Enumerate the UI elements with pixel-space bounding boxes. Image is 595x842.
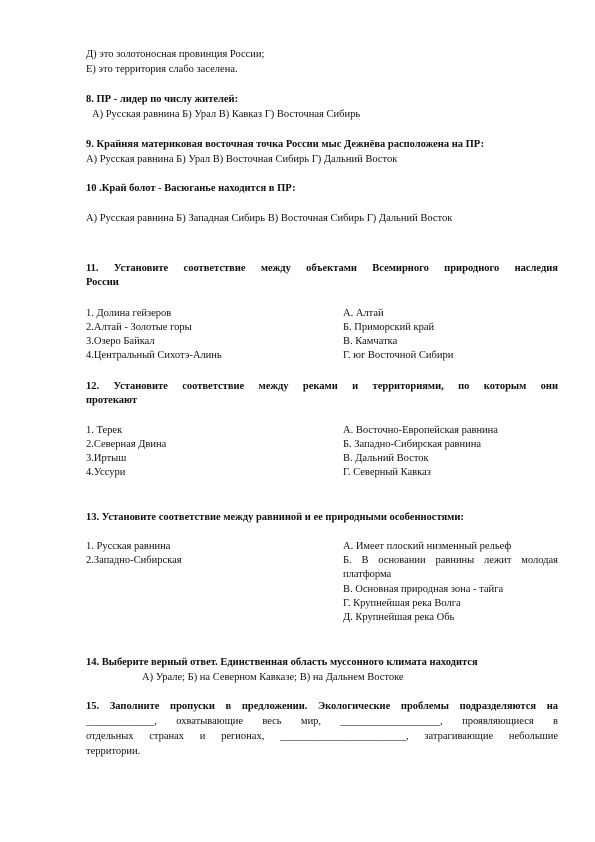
q12-right-item: В. Дальний Восток: [343, 453, 429, 464]
question-13-title: 13. Установите соответствие между равниной и ее природными особенностями:: [86, 512, 464, 523]
question-14-options: А) Урале; Б) на Северном Кавказе; В) на Дальнем Востоке: [142, 672, 404, 683]
q11-right-item: Б. Приморский край: [343, 322, 435, 333]
q12-right-item: Г. Северный Кавказ: [343, 467, 431, 478]
question-15-text: 15. Заполните пропуски в предложении. Экологические проблемы подразделяются на: [86, 701, 558, 712]
q12-left-item: 4.Уссури: [86, 467, 126, 478]
q13-right-item: А. Имеет плоский низменный рельеф: [343, 541, 512, 552]
q11-right-item: А. Алтай: [343, 308, 384, 319]
q11-left-item: 1. Долина гейзеров: [86, 308, 172, 319]
question-11-title-line2: России: [86, 277, 119, 288]
answer-option-d: Д) это золотоносная провинция России;: [86, 49, 265, 60]
q12-right-item: А. Восточно-Европейская равнина: [343, 425, 498, 436]
q12-right-item: Б. Западно-Сибирская равнина: [343, 439, 481, 450]
question-15-line3: отдельных странах и регионах, ________________________, затрагивающие небольшие: [86, 731, 558, 742]
question-9-title: 9. Крайняя материковая восточная точка России мыс Дежнёва расположена на ПР:: [86, 139, 485, 150]
q13-right-item: Г. Крупнейшая река Волга: [343, 598, 461, 609]
q13-left-item: 1. Русская равнина: [86, 541, 171, 552]
question-15-line2: _____________, охватывающие весь мир, ___________________, проявляющиеся в: [86, 716, 558, 727]
q11-left-item: 3.Озеро Байкал: [86, 336, 155, 347]
q11-left-item: 4.Центральный Сихотэ-Алинь: [86, 350, 222, 361]
q13-right-item: В. Основная природная зона - тайга: [343, 584, 504, 595]
answer-option-e: Е) это территория слабо заселена.: [86, 64, 238, 75]
question-14-title: 14. Выберите верный ответ. Единственная область муссонного климата находится: [86, 657, 478, 668]
question-10-title: 10 .Край болот - Васюганье находится в ПР:: [86, 183, 296, 194]
q11-right-item: Г. юг Восточной Сибири: [343, 350, 454, 361]
q11-right-item: В. Камчатка: [343, 336, 398, 347]
question-9-options: А) Русская равнина Б) Урал В) Восточная Сибирь Г) Дальний Восток: [86, 154, 398, 165]
q12-left-item: 1. Терек: [86, 425, 123, 436]
q13-right-item: Б. В основании равнины лежит молодая: [343, 555, 558, 566]
question-8-title: 8. ПР - лидер по числу жителей:: [86, 94, 239, 105]
question-8-options: А) Русская равнина Б) Урал В) Кавказ Г) Восточная Сибирь: [92, 109, 361, 120]
question-12-title-line2: протекают: [86, 395, 138, 406]
q13-right-item: Д. Крупнейшая река Обь: [343, 612, 455, 623]
q13-left-item: 2.Западно-Сибирская: [86, 555, 182, 566]
q12-left-item: 3.Иртыш: [86, 453, 127, 464]
question-15-line1: [86, 700, 558, 713]
q13-right-item: платформа: [343, 569, 392, 580]
question-10-options: А) Русская равнина Б) Западная Сибирь В) Восточная Сибирь Г) Дальний Восток: [86, 213, 453, 224]
question-11-title-line1: 11. Установите соответствие между объектами Всемирного природного наследия: [86, 263, 558, 274]
q12-left-item: 2.Северная Двина: [86, 439, 167, 450]
question-12-title-line1: 12. Установите соответствие между реками и территориями, по которым они: [86, 381, 558, 392]
q11-left-item: 2.Алтай - Золотые горы: [86, 322, 192, 333]
question-15-line4: территории.: [86, 746, 141, 757]
